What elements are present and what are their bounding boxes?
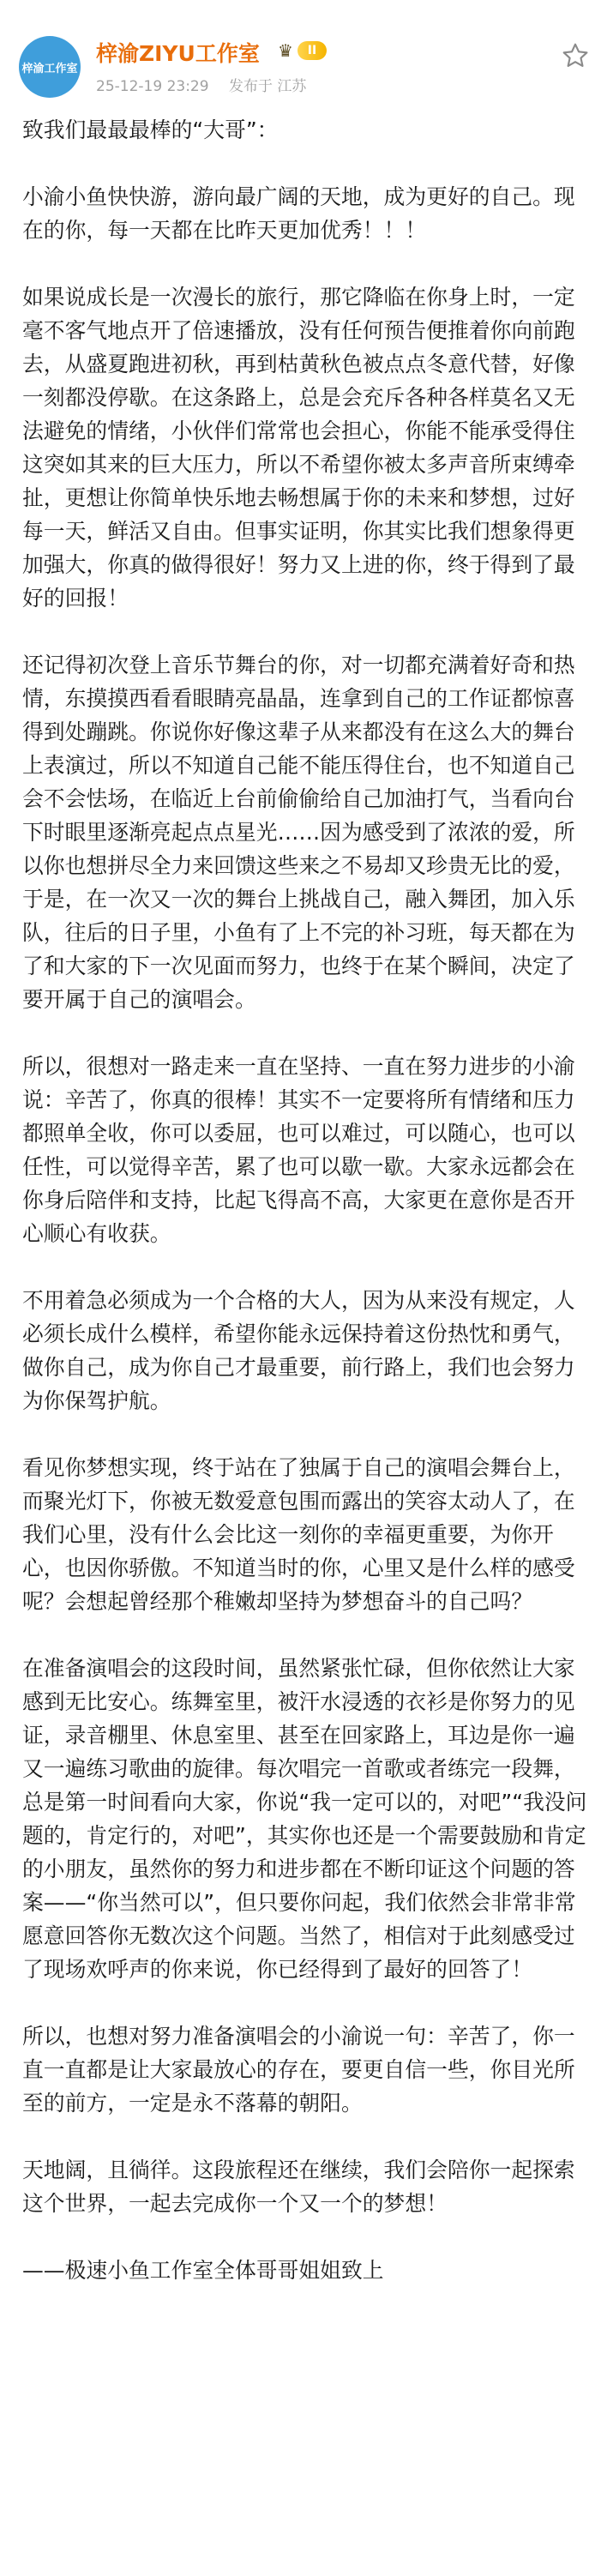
post-content	[22, 113, 588, 2287]
vip-badge[interactable]	[276, 41, 327, 60]
post-paragraph: 天地阔，且徜徉。这段旅程还在继续，我们会陪你一起探索这个世界，一起去完成你一个又一个的梦想！	[22, 2158, 575, 2216]
star-outline-icon[interactable]	[561, 41, 590, 70]
level-badge: II	[297, 41, 327, 60]
post-paragraph-greeting: 致我们最最最棒的“大哥”：	[22, 117, 279, 142]
post-paragraph: 在准备演唱会的这段时间，虽然紧张忙碌，但你依然让大家感到无比安心。练舞室里，被汗水浸透的衣衫是你努力的见证，录音棚里、休息室里、甚至在回家路上，耳边是你一遍又一遍练习歌曲的旋律。每次唱完一首歌或者练完一段舞，总是第一时间看向大家，你说“我一定可以的，对吧”“我没问题的，肯定行的，对吧”，其实你也还是一个需要鼓励和肯定的小朋友，虽然你的努力和进步都在不断印证这个问题的答案——“你当然可以”，但只要你问起，我们依然会非常非常愿意回答你无数次这个问题。当然了，相信对于此刻感受过了现场欢呼声的你来说，你已经得到了最好的回答了！	[22, 1656, 587, 1982]
post-header	[0, 0, 607, 103]
post-paragraph: 如果说成长是一次漫长的旅行，那它降临在你身上时，一定毫不客气地点开了倍速播放，没有任何预告便推着你向前跑去，从盛夏跑进初秋，再到枯黄秋色被点点冬意代替，好像一刻都没停歇。在这条路上，总是会充斥各种各样莫名又无法避免的情绪，小伙伴们常常也会担心，你能不能承受得住这突如其来的巨大压力，所以不希望你被太多声音所束缚牵扯，更想让你简单快乐地去畅想属于你的未来和梦想，过好每一天，鲜活又自由。但事实证明，你其实比我们想象得更加强大，你真的做得很好！努力又上进的你，终于得到了最好的回报！	[22, 285, 575, 611]
avatar[interactable]: 梓渝工作室	[19, 36, 81, 98]
post-paragraph: 所以，很想对一路走来一直在坚持、一直在努力进步的小渝说：辛苦了，你真的很棒！其实不一定要将所有情绪和压力都照单全收，你可以委屈，也可以难过，可以随心，也可以任性，可以觉得辛苦，累了也可以歇一歇。大家永远都会在你身后陪伴和支持，比起飞得高不高，大家更在意你是否开心顺心有收获。	[22, 1054, 575, 1246]
post-date: 25-12-19 23:29	[96, 78, 209, 95]
author-name[interactable]: 梓渝ZIYU工作室	[96, 41, 260, 66]
post-paragraph: 小渝小鱼快快游，游向最广阔的天地，成为更好的自己。现在的你，每一天都在比昨天更加优秀！！！	[22, 184, 575, 243]
crown-icon: ♛	[278, 40, 293, 61]
post-paragraph: 看见你梦想实现，终于站在了独属于自己的演唱会舞台上，而聚光灯下，你被无数爱意包围而露出的笑容太动人了，在我们心里，没有什么会比这一刻你的幸福更重要，为你开心，也因你骄傲。不知道当时的你，心里又是什么样的感受呢？会想起曾经那个稚嫩却坚持为梦想奋斗的自己吗？	[22, 1455, 575, 1614]
post-source: 发布于 江苏	[228, 78, 307, 95]
post-paragraph: 不用着急必须成为一个合格的大人，因为从来没有规定，人必须长成什么模样，希望你能永远保持着这份热忱和勇气，做你自己，成为你自己才最重要，前行路上，我们也会努力为你保驾护航。	[22, 1288, 575, 1413]
post-signature: ——极速小鱼工作室全体哥哥姐姐致上	[22, 2258, 384, 2283]
post-paragraph: 所以，也想对努力准备演唱会的小渝说一句：辛苦了，你一直一直都是让大家最放心的存在，要更自信一些，你目光所至的前方，一定是永不落幕的朝阳。	[22, 2024, 575, 2116]
post-meta	[96, 74, 322, 95]
post-paragraph: 还记得初次登上音乐节舞台的你，对一切都充满着好奇和热情，东摸摸西看看眼睛亮晶晶，连拿到自己的工作证都惊喜得到处蹦跳。你说你好像这辈子从来都没有在这么大的舞台上表演过，所以不知道自己能不能压得住台，也不知道自己会不会怯场，在临近上台前偷偷给自己加油打气，当看向台下时眼里逐渐亮起点点星光……因为感受到了浓浓的爱，所以你也想拼尽全力来回馈这些来之不易却又珍贵无比的爱，于是，在一次又一次的舞台上挑战自己，融入舞团，加入乐队，往后的日子里，小鱼有了上不完的补习班，每天都在为了和大家的下一次见面而努力，也终于在某个瞬间，决定了要开属于自己的演唱会。	[22, 653, 575, 1012]
